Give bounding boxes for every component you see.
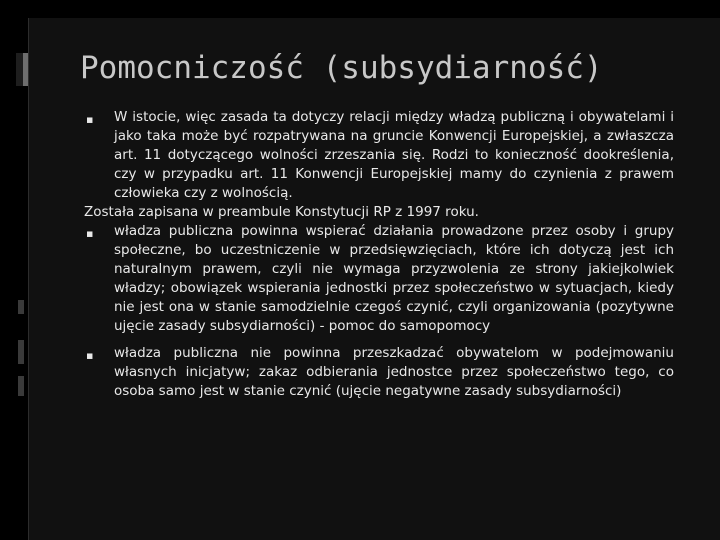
bullet-square-icon: ▪ [86, 227, 94, 240]
bullet-item [86, 108, 674, 203]
bullet-item [86, 344, 674, 401]
side-decoration [18, 300, 24, 314]
slide-title: Pomocniczość (subsydiarność) [80, 50, 603, 86]
bullet-text: władza publiczna nie powinna przeszkadzać obywatelom w podejmowaniu własnych inicjatyw; zakaz odbierania jednostce przez społeczeństwo tego, co osoba samo jest w stanie czynić (ujęcie negatywne zasady subsydiarności) [114, 345, 674, 399]
side-divider [28, 18, 29, 540]
side-decoration [18, 340, 24, 364]
title-accent-bar-light [23, 53, 28, 86]
bullet-text: W istocie, więc zasada ta dotyczy relacji między władzą publiczną i obywatelami i jako taka może być rozpatrywana na gruncie Konwencji Europejskiej, a zwłaszcza art. 11 dotyczącego wolności zrzeszania się. Rodzi to konieczność dookreślenia, czy w przypadku art. 11 Konwencji Europejskiej mamy do czynienia z prawem człowieka czy z wolnością. [114, 109, 674, 201]
slide-body [86, 108, 674, 401]
bullet-item [86, 222, 674, 336]
bullet-square-icon: ▪ [86, 349, 94, 362]
side-decoration [18, 376, 24, 396]
plain-paragraph: Została zapisana w preambule Konstytucji RP z 1997 roku. [84, 204, 479, 220]
bullet-text: władza publiczna powinna wspierać działania prowadzone przez osoby i grupy społeczne, bo uczestniczenie w przedsięwzięciach, które ich dotyczą jest ich naturalnym prawem, czyli nie wymaga przyzwolenia ze strony jakiejkolwiek władzy; obowiązek wspierania jednostki przez społeczeństwo w sytuacjach, kiedy nie jest ona w stanie samodzielnie czegoś czynić, czyli organizowania (pozytywne ujęcie zasady subsydiarności) - pomoc do samopomocy [114, 223, 674, 334]
title-accent-bar-dark [16, 53, 23, 86]
bullet-square-icon: ▪ [86, 113, 94, 126]
